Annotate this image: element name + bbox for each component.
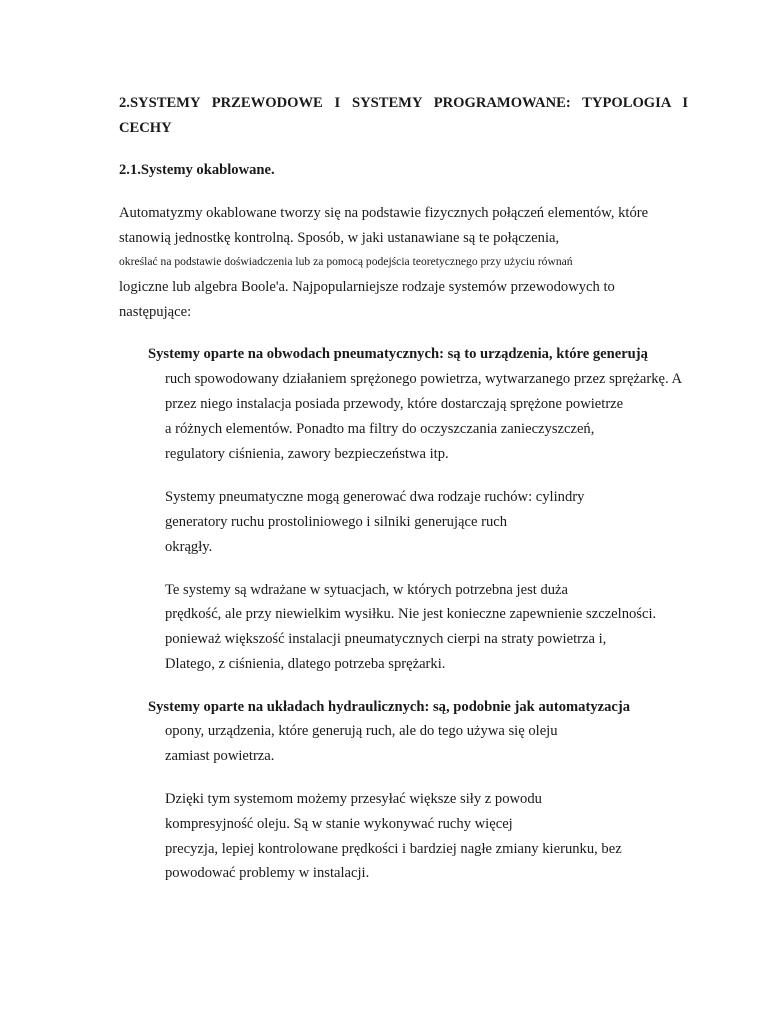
pneumatic-p2-line-3: okrągły. (165, 539, 213, 555)
pneumatic-p3-line-1: Te systemy są wdrażane w sytuacjach, w których potrzebna jest duża (165, 582, 568, 598)
intro-line-2: stanowią jednostkę kontrolną. Sposób, w jaki ustanawiane są te połączenia, (119, 230, 560, 246)
hydraulic-p2-line-2: kompresyjność oleju. Są w stanie wykonywać ruchy więcej (165, 816, 513, 832)
pneumatic-p2-line-2: generatory ruchu prostoliniowego i silniki generujące ruch (165, 514, 508, 530)
pneumatic-p2-line-1: Systemy pneumatyczne mogą generować dwa rodzaje ruchów: cylindry (165, 489, 585, 505)
main-heading-line-1: 2.SYSTEMY PRZEWODOWE I SYSTEMY PROGRAMOWANE: TYPOLOGIA I (119, 95, 688, 111)
intro-line-5: następujące: (119, 304, 192, 320)
hydraulic-title-text: Systemy oparte na układach hydraulicznych: są, podobnie jak automatyzacja (148, 699, 631, 715)
hydraulic-p1-line-1: opony, urządzenia, które generują ruch, ale do tego używa się oleju (165, 723, 558, 739)
pneumatic-title-text: Systemy oparte na obwodach pneumatycznych: są to urządzenia, które generują (148, 346, 648, 362)
hydraulic-p2-line-4: powodować problemy w instalacji. (165, 865, 370, 881)
pneumatic-p1-line-2: przez niego instalacja posiada przewody, które dostarczają sprężone powietrze (165, 396, 624, 412)
intro-line-1: Automatyzmy okablowane tworzy się na podstawie fizycznych połączeń elementów, które (119, 205, 649, 221)
hydraulic-p1-line-2: zamiast powietrza. (165, 748, 275, 764)
intro-line-3: określać na podstawie doświadczenia lub za pomocą podejścia teoretycznego przy użyciu równań (119, 255, 573, 268)
pneumatic-p3-line-3: ponieważ większość instalacji pneumatycznych cierpi na straty powietrza i, (165, 631, 607, 647)
hydraulic-p2-line-3: precyzja, lepiej kontrolowane prędkości i bardziej nagłe zmiany kierunku, bez (165, 841, 622, 857)
pneumatic-p3-line-4: Dlatego, z ciśnienia, dlatego potrzeba sprężarki. (165, 656, 446, 672)
pneumatic-p1-line-3: a różnych elementów. Ponadto ma filtry do oczyszczania zanieczyszczeń, (165, 421, 595, 437)
pneumatic-p3-line-2: prędkość, ale przy niewielkim wysiłku. Nie jest konieczne zapewnienie szczelności. (165, 606, 657, 622)
section-heading: 2.1.Systemy okablowane. (119, 162, 275, 178)
pneumatic-p1-line-4: regulatory ciśnienia, zawory bezpieczeństwa itp. (165, 446, 449, 462)
main-heading-line-2: CECHY (119, 120, 172, 136)
pneumatic-p1-line-1: ruch spowodowany działaniem sprężonego powietrza, wytwarzanego przez sprężarkę. A (165, 371, 683, 387)
intro-line-4: logiczne lub algebra Boole'a. Najpopularniejsze rodzaje systemów przewodowych to (119, 279, 615, 295)
pneumatic-bullet-title (143, 345, 648, 363)
hydraulic-bullet-title (143, 698, 630, 716)
hydraulic-p2-line-1: Dzięki tym systemom możemy przesyłać większe siły z powodu (165, 791, 542, 807)
